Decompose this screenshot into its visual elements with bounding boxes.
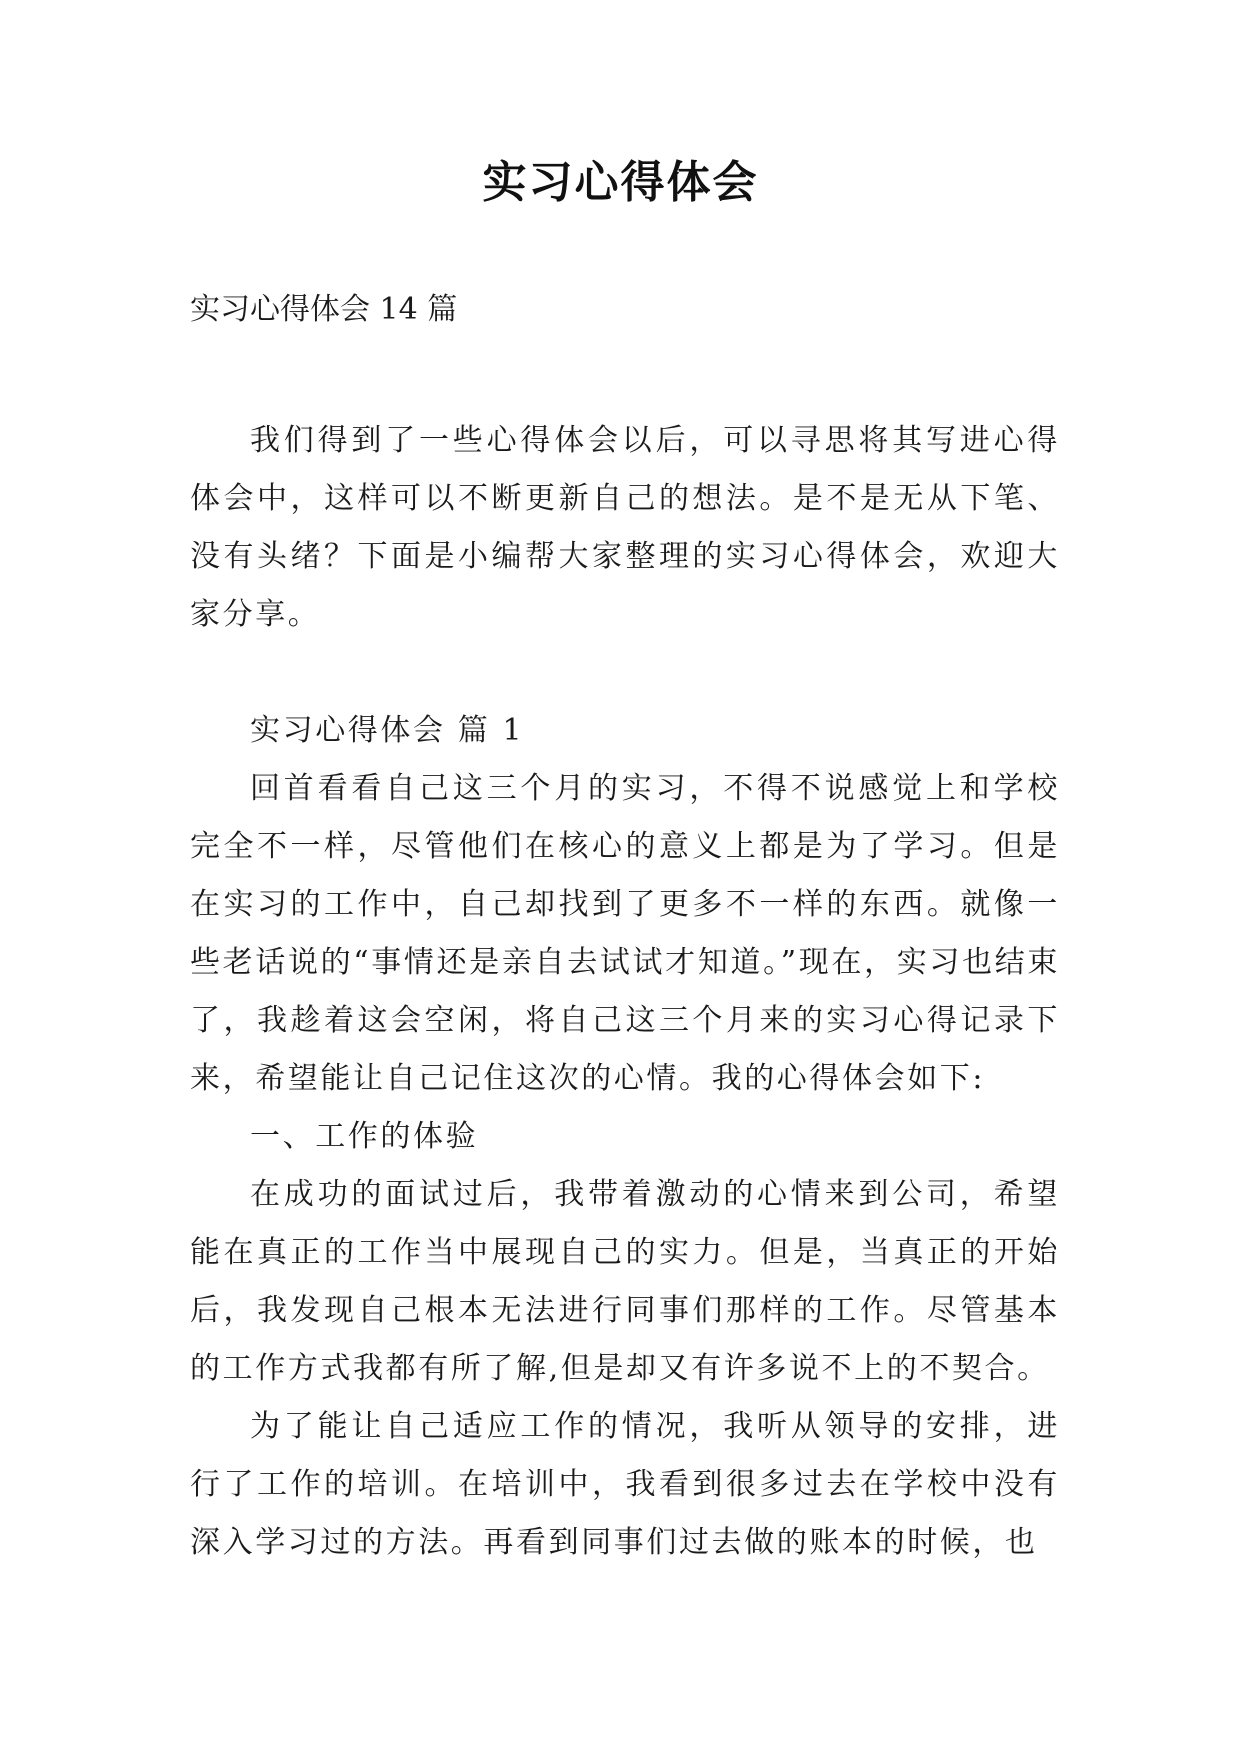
body-paragraph: 在成功的面试过后，我带着激动的心情来到公司，希望能在真正的工作当中展现自己的实力。但是，当真正的开始后，我发现自己根本无法进行同事们那样的工作。尽管基本的工作方式我都有所了解,但是却又有许多说不上的不契合。 (190, 1177, 1060, 1386)
document-title: 实习心得体会 (482, 157, 759, 208)
section-heading: 实习心得体会 篇 1 (250, 713, 525, 748)
body-paragraph: 为了能让自己适应工作的情况，我听从领导的安排，进行了工作的培训。在培训中，我看到很多过去在学校中没有深入学习过的方法。再看到同事们过去做的账本的时候，也 (190, 1409, 1060, 1560)
intro-paragraph: 我们得到了一些心得体会以后，可以寻思将其写进心得体会中，这样可以不断更新自己的想法。是不是无从下笔、没有头绪？下面是小编帮大家整理的实习心得体会，欢迎大家分享。 (190, 423, 1060, 632)
body-subheading: 一、工作的体验 (250, 1119, 479, 1154)
document-body (190, 290, 1060, 1572)
body-paragraph: 回首看看自己这三个月的实习，不得不说感觉上和学校完全不一样，尽管他们在核心的意义上都是为了学习。但是在实习的工作中，自己却找到了更多不一样的东西。就像一些老话说的“事情还是亲自去试试才知道。”现在，实习也结束了，我趁着这会空闲，将自己这三个月来的实习心得记录下来，希望能让自己记住这次的心情。我的心得体会如下: (190, 771, 1060, 1096)
document-subtitle: 实习心得体会 14 篇 (190, 292, 458, 327)
